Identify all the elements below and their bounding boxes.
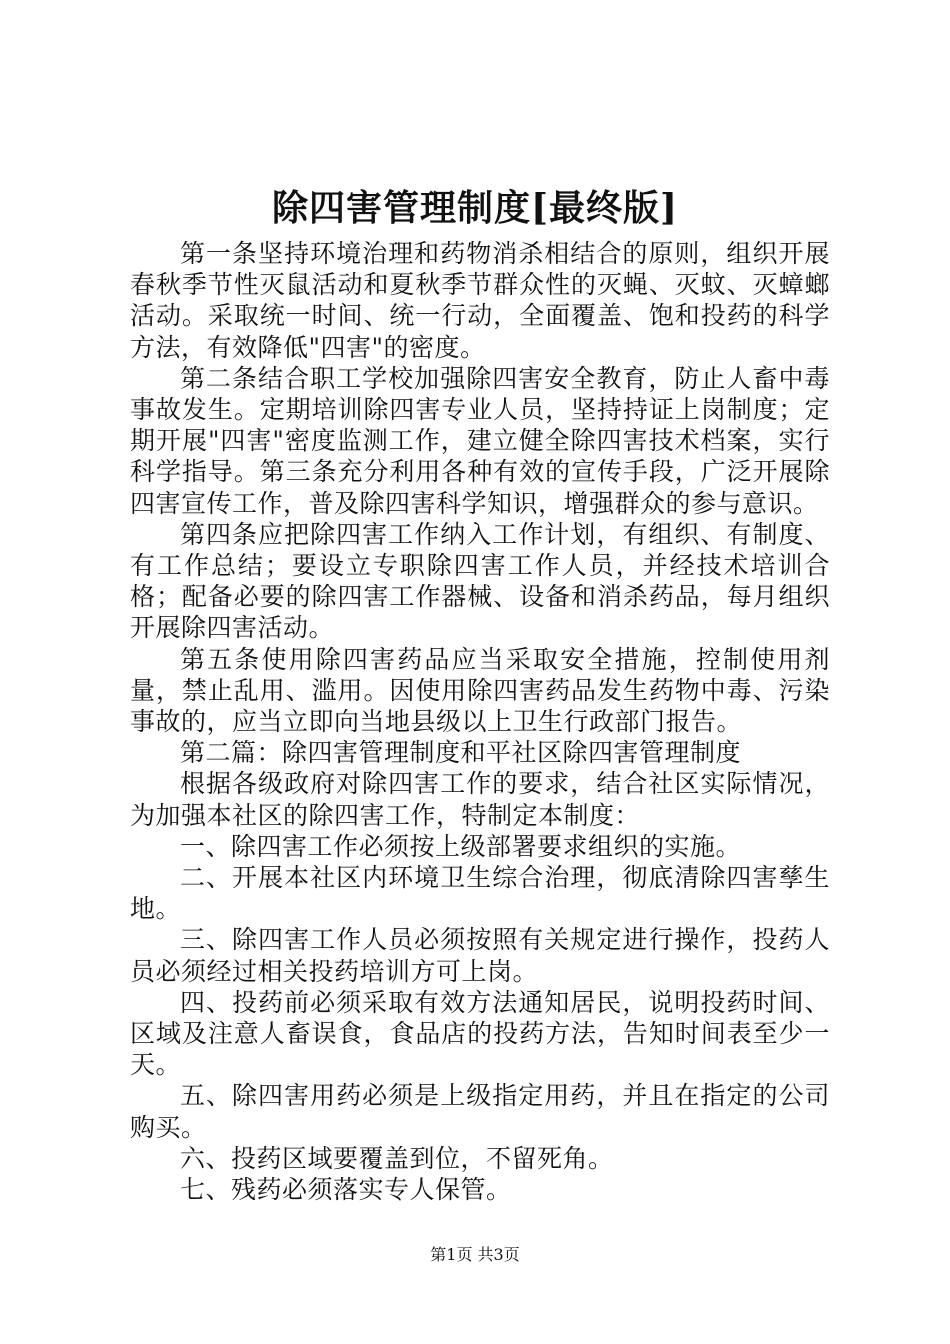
- document-body: [130, 238, 830, 1205]
- section-heading-part-2: 第二篇：除四害管理制度和平社区除四害管理制度: [180, 738, 742, 768]
- list-item-5: 五、除四害用药必须是上级指定用药，并且在指定的公司购买。: [130, 1081, 830, 1142]
- list-item-6: 六、投药区域要覆盖到位，不留死角。: [180, 1143, 614, 1173]
- list-item-7: 七、残药必须落实专人保管。: [180, 1175, 512, 1205]
- list-item-1: 一、除四害工作必须按上级部署要求组织的实施。: [180, 831, 742, 861]
- paragraph-article-4: 第四条应把除四害工作纳入工作计划，有组织、有制度、有工作总结；要设立专职除四害工作人员，并经技术培训合格；配备必要的除四害工作器械、设备和消杀药品，每月组织开展除四害活动。: [130, 519, 830, 643]
- list-item-4: 四、投药前必须采取有效方法通知居民，说明投药时间、区域及注意人畜误食，食品店的投药方法，告知时间表至少一天。: [130, 987, 830, 1080]
- page-footer: 第1页 共3页: [430, 1245, 520, 1264]
- paragraph-article-2-3: 第二条结合职工学校加强除四害安全教育，防止人畜中毒事故发生。定期培训除四害专业人员，坚持持证上岗制度；定期开展"四害"密度监测工作，建立健全除四害技术档案，实行科学指导。第三条充分利用各种有效的宣传手段，广泛开展除四害宣传工作，普及除四害科学知识，增强群众的参与意识。: [130, 363, 830, 518]
- list-item-3: 三、除四害工作人员必须按照有关规定进行操作，投药人员必须经过相关投药培训方可上岗。: [130, 925, 830, 986]
- paragraph-article-5: 第五条使用除四害药品应当采取安全措施，控制使用剂量，禁止乱用、滥用。因使用除四害药品发生药物中毒、污染事故的，应当立即向当地县级以上卫生行政部门报告。: [130, 644, 830, 737]
- paragraph-intro: 根据各级政府对除四害工作的要求，结合社区实际情况，为加强本社区的除四害工作，特制定本制度：: [130, 769, 830, 830]
- paragraph-article-1: 第一条坚持环境治理和药物消杀相结合的原则，组织开展春秋季节性灭鼠活动和夏秋季节群众性的灭蝇、灭蚊、灭蟑螂活动。采取统一时间、统一行动，全面覆盖、饱和投药的科学方法，有效降低"四害"的密度。: [130, 239, 830, 362]
- document-title: 除四害管理制度[最终版]: [271, 187, 679, 229]
- list-item-2: 二、开展本社区内环境卫生综合治理，彻底清除四害孳生地。: [130, 863, 830, 924]
